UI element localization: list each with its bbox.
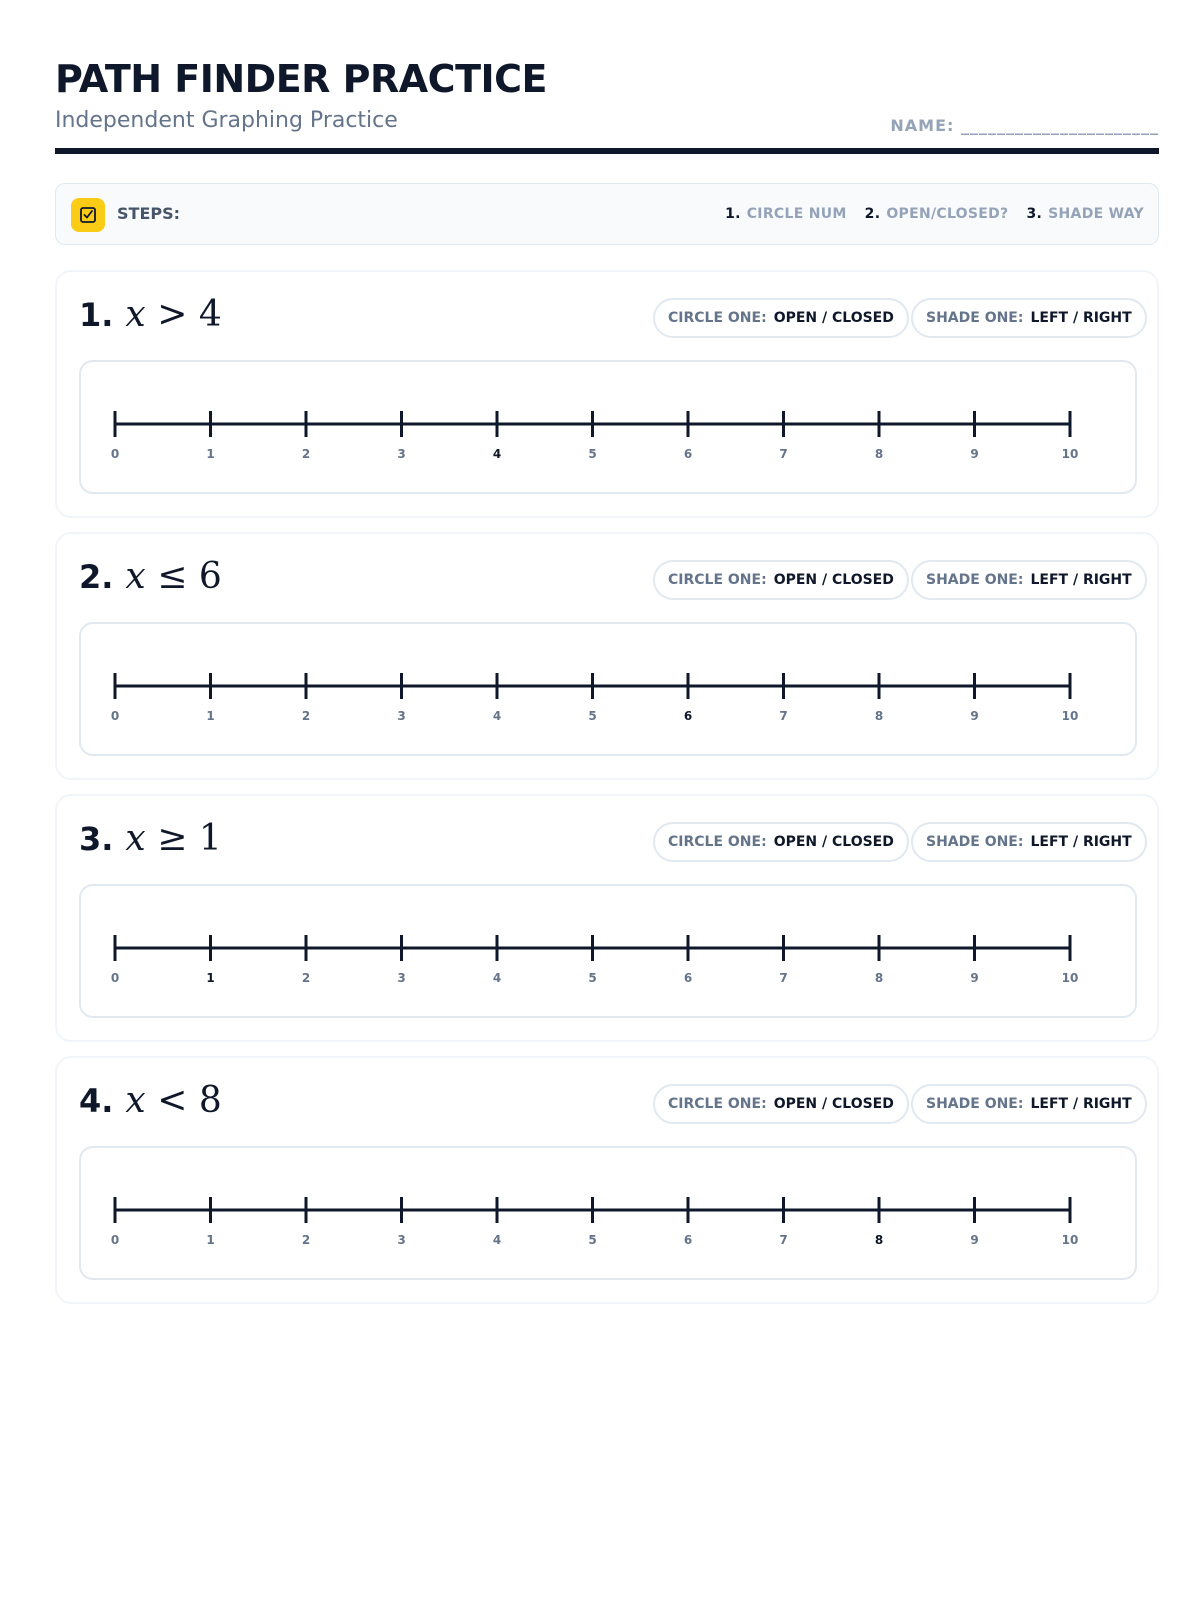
tick-label: 5 (588, 971, 597, 985)
inequality-value: 6 (198, 556, 222, 597)
step-item: 1. CIRCLE NUM (725, 206, 847, 222)
tick-label: 9 (970, 709, 979, 723)
tick-label: 9 (970, 1233, 979, 1247)
problem-card (55, 1056, 1159, 1304)
shade-one-options[interactable]: LEFT / RIGHT (1030, 572, 1132, 588)
circle-one-options[interactable]: OPEN / CLOSED (773, 310, 894, 326)
inequality-variable: x (125, 818, 146, 859)
inequality-value: 1 (198, 818, 222, 859)
circle-one-choice[interactable] (653, 298, 909, 338)
tick-label: 5 (588, 709, 597, 723)
problem-title (79, 818, 222, 859)
shade-one-options[interactable]: LEFT / RIGHT (1030, 834, 1132, 850)
shade-one-options[interactable]: LEFT / RIGHT (1030, 310, 1132, 326)
inequality-variable: x (125, 556, 146, 597)
tick-label: 6 (683, 1233, 693, 1247)
inequality (125, 818, 221, 859)
circle-one-options[interactable]: OPEN / CLOSED (773, 1096, 894, 1112)
tick-label: 3 (397, 1233, 406, 1247)
number-line-box[interactable] (79, 1146, 1137, 1280)
shade-one-options[interactable]: LEFT / RIGHT (1030, 1096, 1132, 1112)
shade-one-choice[interactable] (911, 298, 1147, 338)
tick-label: 4 (492, 709, 502, 723)
tick-label: 7 (779, 709, 788, 723)
tick-label: 6 (683, 971, 693, 985)
circle-one-label: CIRCLE ONE: (668, 1096, 767, 1112)
tick-label: 4 (492, 971, 502, 985)
circle-one-options[interactable]: OPEN / CLOSED (773, 834, 894, 850)
problem-card (55, 270, 1159, 518)
shade-one-choice[interactable] (911, 822, 1147, 862)
number-line[interactable] (81, 624, 1135, 754)
inequality-value: 4 (198, 294, 222, 335)
problem-number: 4. (79, 1082, 114, 1120)
page-title: PATH FINDER PRACTICE (55, 57, 547, 101)
tick-label: 5 (588, 447, 597, 461)
inequality (125, 556, 221, 597)
circle-one-options[interactable]: OPEN / CLOSED (773, 572, 894, 588)
problem-card (55, 794, 1159, 1042)
tick-label: 10 (1061, 971, 1079, 985)
tick-label: 1 (206, 709, 215, 723)
tick-label: 6 (683, 709, 693, 723)
number-line-box[interactable] (79, 360, 1137, 494)
problem-title (79, 294, 222, 335)
problem-title (79, 556, 222, 597)
number-line-box[interactable] (79, 884, 1137, 1018)
number-line[interactable] (81, 1148, 1135, 1278)
tick-label: 2 (301, 971, 311, 985)
shade-one-label: SHADE ONE: (926, 572, 1024, 588)
tick-label: 10 (1061, 709, 1079, 723)
inequality-operator: ≥ (157, 818, 188, 859)
name-field[interactable]: NAME: ______________________ (890, 116, 1159, 135)
tick-label: 8 (874, 971, 884, 985)
tick-label: 8 (874, 709, 884, 723)
tick-label: 2 (301, 447, 311, 461)
tick-label: 7 (779, 971, 788, 985)
step-item: 2. OPEN/CLOSED? (864, 206, 1009, 222)
tick-label: 6 (683, 447, 693, 461)
steps-label: STEPS: (117, 204, 181, 223)
number-line[interactable] (81, 362, 1135, 492)
inequality-operator: > (157, 294, 188, 335)
tick-label: 4 (492, 447, 502, 461)
inequality-variable: x (125, 294, 146, 335)
inequality-operator: < (157, 1080, 188, 1121)
tick-label: 9 (970, 447, 979, 461)
tick-label: 4 (492, 1233, 502, 1247)
header-divider (55, 148, 1159, 154)
inequality-variable: x (125, 1080, 146, 1121)
tick-label: 0 (110, 447, 120, 461)
tick-label: 7 (779, 447, 788, 461)
worksheet-header (55, 56, 1159, 136)
tick-label: 3 (397, 971, 406, 985)
tick-label: 1 (206, 447, 215, 461)
tick-label: 0 (110, 709, 120, 723)
problem-title (79, 1080, 222, 1121)
circle-one-choice[interactable] (653, 1084, 909, 1124)
number-line-box[interactable] (79, 622, 1137, 756)
problem-number: 1. (79, 296, 114, 334)
shade-one-label: SHADE ONE: (926, 310, 1024, 326)
problem-card (55, 532, 1159, 780)
tick-label: 9 (970, 971, 979, 985)
circle-one-label: CIRCLE ONE: (668, 834, 767, 850)
tick-label: 1 (206, 1233, 215, 1247)
inequality (125, 1080, 221, 1121)
step-item: 3. SHADE WAY (1026, 206, 1144, 222)
tick-label: 0 (110, 1233, 120, 1247)
inequality-value: 8 (198, 1080, 222, 1121)
shade-one-label: SHADE ONE: (926, 1096, 1024, 1112)
tick-label: 7 (779, 1233, 788, 1247)
shade-one-label: SHADE ONE: (926, 834, 1024, 850)
checkbox-icon (71, 198, 105, 232)
shade-one-choice[interactable] (911, 1084, 1147, 1124)
tick-label: 2 (301, 1233, 311, 1247)
circle-one-label: CIRCLE ONE: (668, 572, 767, 588)
tick-label: 8 (874, 1233, 884, 1247)
tick-label: 3 (397, 447, 406, 461)
problem-number: 2. (79, 558, 114, 596)
tick-label: 0 (110, 971, 120, 985)
inequality (125, 294, 221, 335)
steps-bar (55, 183, 1159, 245)
circle-one-choice[interactable] (653, 560, 909, 600)
circle-one-choice[interactable] (653, 822, 909, 862)
circle-one-label: CIRCLE ONE: (668, 310, 767, 326)
tick-label: 3 (397, 709, 406, 723)
problem-number: 3. (79, 820, 114, 858)
tick-label: 2 (301, 709, 311, 723)
tick-label: 1 (206, 971, 215, 985)
tick-label: 5 (588, 1233, 597, 1247)
tick-label: 10 (1061, 447, 1079, 461)
tick-label: 10 (1061, 1233, 1079, 1247)
shade-one-choice[interactable] (911, 560, 1147, 600)
number-line[interactable] (81, 886, 1135, 1016)
page-subtitle: Independent Graphing Practice (55, 108, 398, 133)
tick-label: 8 (874, 447, 884, 461)
inequality-operator: ≤ (157, 556, 188, 597)
steps-list (725, 206, 1144, 222)
